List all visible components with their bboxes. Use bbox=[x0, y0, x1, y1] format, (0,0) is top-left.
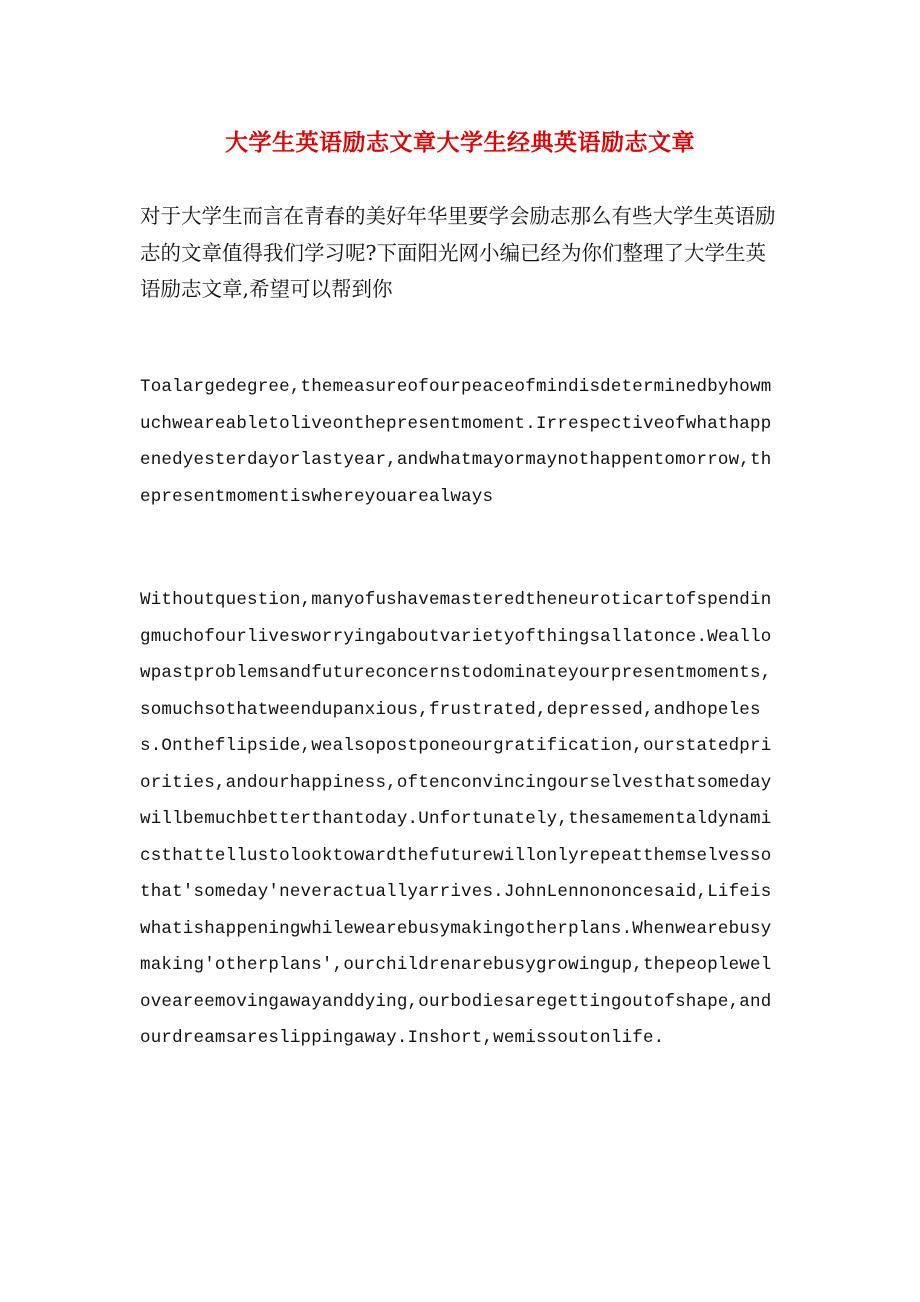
english-paragraph-2: Withoutquestion,manyofushavemasteredtheneuroticartofspendingmuchofourlivesworryingaboutvarietyofthingsallatonce.Weallowpastproblemsandfutureconcernstodominateyourpresentmoments,somuchsothatweendupanxious,frustrated,depressed,andhopeless.Ontheflipside,wealsopostponeourgratification,ourstatedpriorities,andourhappiness,oftenconvincingourselvesthatsomedaywillbemuchbetterthantoday.Unfortunately,thesamementaldynamicsthattellustolooktowardthefuturewillonlyrepeatthemselvessothat'someday'neveractuallyarrives.JohnLennononcesaid,Lifeiswhatishappeningwhilewearebusymakingotherplans.Whenwearebusymaking'otherplans',ourchildrenarebusygrowingup,thepeopleweloveareemovingawayanddying,ourbodiesaregettingoutofshape,andourdreamsareslippingaway.Inshort,wemissoutonlife. bbox=[140, 590, 772, 1048]
intro-paragraph: 对于大学生而言在青春的美好年华里要学会励志那么有些大学生英语励志的文章值得我们学习呢?下面阳光网小编已经为你们整理了大学生英语励志文章,希望可以帮到你 bbox=[140, 204, 776, 301]
english-paragraph-1: Toalargedegree,themeasureofourpeaceofmindisdeterminedbyhowmuchweareabletoliveonthepresentmoment.Irrespectiveofwhathappenedyesterdayorlastyear,andwhatmayormaynothappentomorrow,thepresentmomentiswhereyouarealways bbox=[140, 377, 772, 507]
page-title: 大学生英语励志文章大学生经典英语励志文章 bbox=[225, 129, 695, 157]
